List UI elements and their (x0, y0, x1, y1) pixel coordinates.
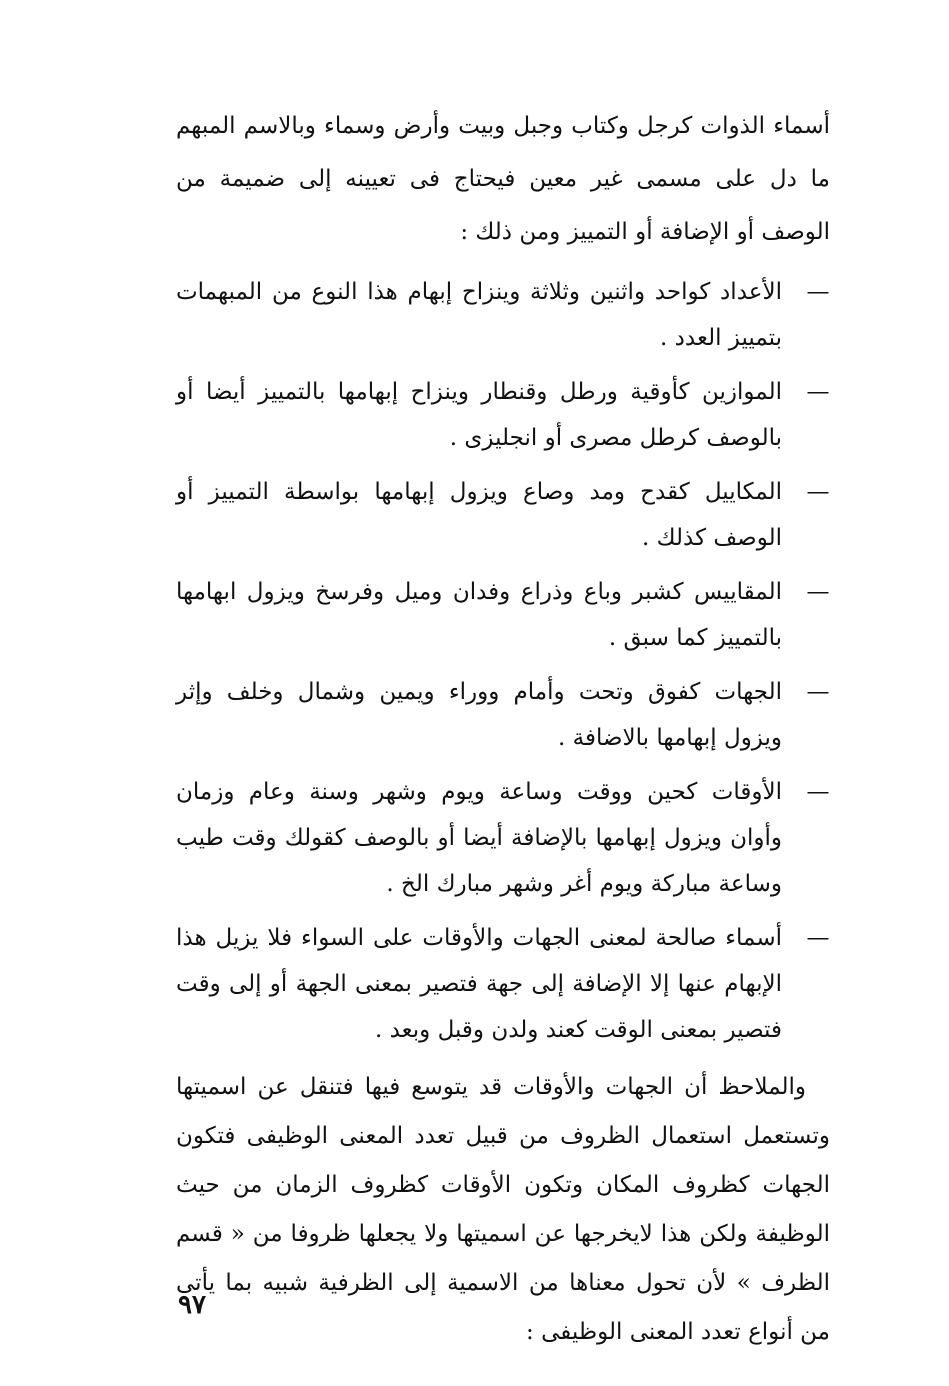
dash-bullet: — (806, 679, 830, 705)
list-item-text: الأوقات كحين ووقت وساعة ويوم وشهر وسنة وعام وزمان وأوان ويزول إبهامها بالإضافة أيضا أو بالوصف كقولك وقت طيب وساعة مباركة ويوم أغر وشهر مبارك الخ . (176, 779, 782, 897)
list-item (176, 669, 830, 761)
intro-paragraph: أسماء الذوات كرجل وكتاب وجبل وبيت وأرض وسماء وبالاسم المبهم ما دل على مسمى غير معين فيحتاج فى تعيينه إلى ضميمة من الوصف أو الإضافة أو التمييز ومن ذلك : (176, 113, 831, 245)
list-item-text: أسماء صالحة لمعنى الجهات والأوقات على السواء فلا يزيل هذا الإبهام عنها إلا الإضافة إلى جهة فتصير بمعنى الجهة أو إلى وقت فتصير بمعنى الوقت كعند ولدن وقبل وبعد . (176, 925, 782, 1043)
list-item (176, 369, 830, 461)
list-item-text: الموازين كأوقية ورطل وقنطار وينزاح إبهامها بالتمييز أيضا أو بالوصف كرطل مصرى أو انجليزى . (176, 379, 782, 451)
dash-bullet: — (806, 379, 830, 405)
list-item-text: الجهات كفوق وتحت وأمام ووراء ويمين وشمال وخلف وإثر ويزول إبهامها بالاضافة . (176, 679, 782, 751)
dash-bullet: — (806, 779, 830, 805)
list-item (176, 915, 830, 1053)
list-item (176, 569, 830, 661)
closing-paragraph: والملاحظ أن الجهات والأوقات قد يتوسع فيها فتنقل عن اسميتها وتستعمل استعمال الظروف من قبيل تعدد المعنى الوظيفى فتكون الجهات كظروف المكان وتكون الأوقات كظروف الزمان من حيث الوظيفة ولكن هذا لايخرجها عن اسميتها ولا يجعلها ظروفا من « قسم الظرف » لأن تحول معناها من الاسمية إلى الظرفية شبيه بما يأتى من أنواع تعدد المعنى الوظيفى : (176, 1074, 830, 1345)
list-item-text: المقاييس كشبر وباع وذراع وفدان وميل وفرسخ ويزول ابهامها بالتمييز كما سبق . (176, 579, 782, 651)
list-item (176, 469, 830, 561)
page-number: ٩٧ (178, 1290, 206, 1320)
dash-bullet: — (806, 479, 830, 505)
list-item-text: الأعداد كواحد واثنين وثلاثة وينزاح إبهام هذا النوع من المبهمات بتمييز العدد . (176, 279, 782, 351)
page-body (176, 100, 830, 1369)
dash-bullet: — (806, 579, 830, 605)
list-item-text: المكاييل كقدح ومد وصاع ويزول إبهامها بواسطة التمييز أو الوصف كذلك . (176, 479, 782, 551)
dash-bullet: — (806, 925, 830, 951)
dash-bullet: — (806, 279, 830, 305)
list-item (176, 269, 830, 361)
list-item (176, 769, 830, 907)
ambiguous-nouns-list (176, 269, 830, 1053)
